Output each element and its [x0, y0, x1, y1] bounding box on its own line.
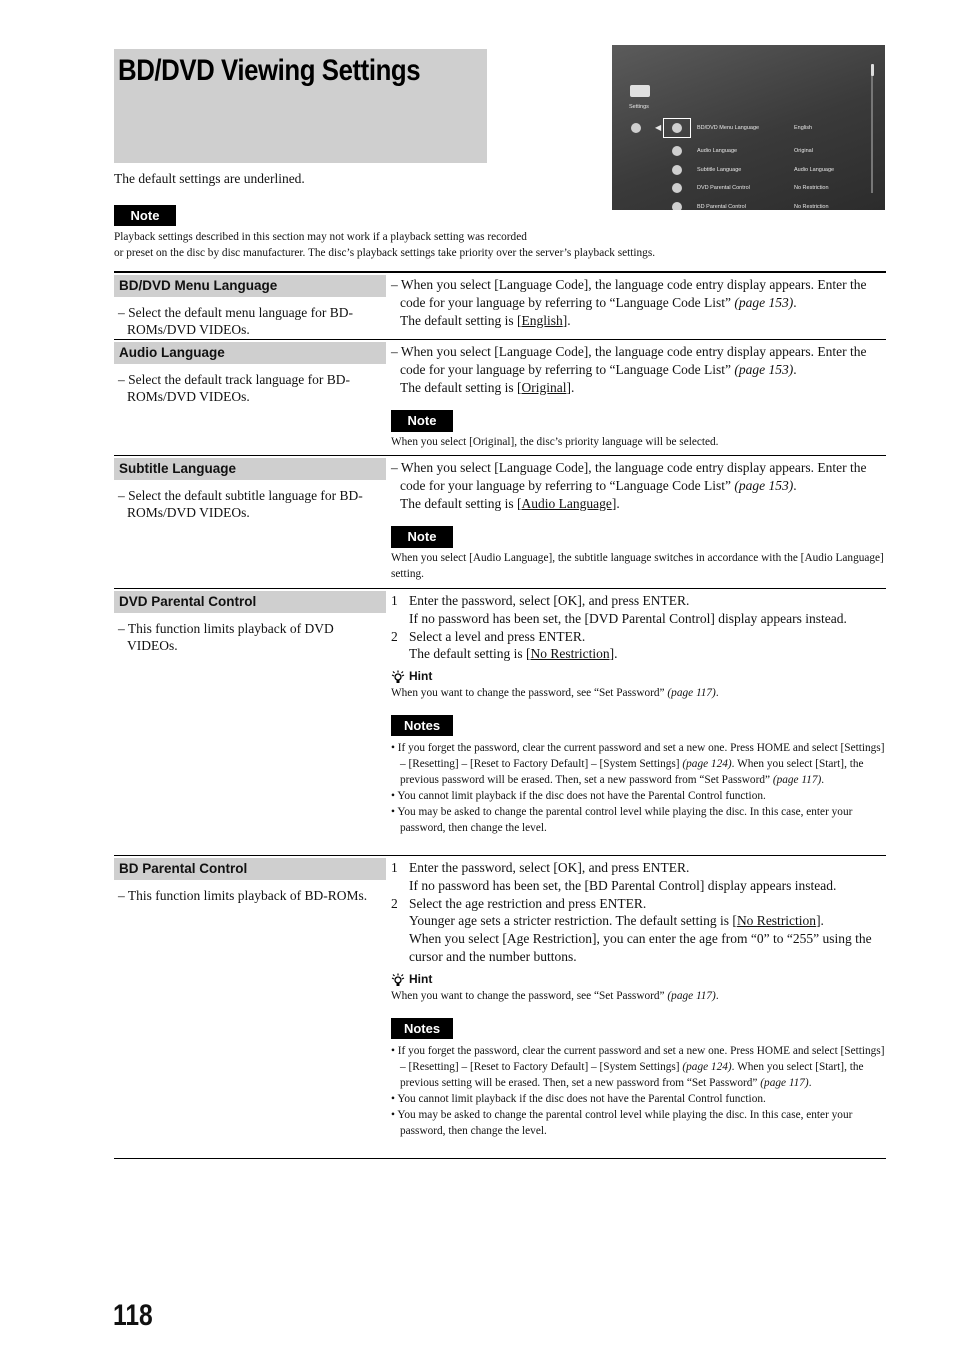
- list-item: • If you forget the password, clear the current password and set a new one. Press HOME and select [Settings] – [Resetting] – [Reset to Factory Default] – [System Settings] (page 124). When you select [Start], the previous setting will be erased. Then, set a new password from “Set Password” (page 117).: [391, 1043, 886, 1091]
- step: 1 Enter the password, select [OK], and press ENTER.: [391, 593, 690, 608]
- setting-title: BD/DVD Menu Language: [114, 275, 386, 297]
- title-block: [114, 49, 487, 163]
- step: 2 Select a level and press ENTER.: [391, 628, 586, 644]
- scrollbar-track: [871, 65, 873, 193]
- defaults-note: The default settings are underlined.: [114, 171, 305, 186]
- setting-row-audio-language: [114, 340, 886, 456]
- screen-row-value: Original: [794, 148, 813, 154]
- setting-detail: – When you select [Language Code], the language code entry display appears. Enter the code for your language by referring to “Language Code List” (page 153).: [391, 277, 867, 310]
- note-label: Note: [391, 526, 453, 547]
- screen-row-value: No Restriction: [794, 204, 829, 210]
- wrench-icon: [672, 146, 682, 156]
- wrench-icon: [672, 183, 682, 193]
- note-text: When you select [Original], the disc’s priority language will be selected.: [391, 435, 719, 448]
- hint-text: When you want to change the password, see “Set Password” (page 117).: [391, 687, 719, 700]
- default-setting: The default setting is [English].: [400, 312, 571, 328]
- notes-label: Notes: [391, 1018, 453, 1039]
- top-note-text: [114, 229, 814, 261]
- left-arrow-icon: ◀: [655, 123, 662, 132]
- setting-title: Subtitle Language: [114, 458, 386, 480]
- screen-row-label: Audio Language: [697, 148, 738, 154]
- setting-description: – This function limits playback of DVD VIDEOs.: [118, 620, 334, 654]
- screen-row-value: Audio Language: [794, 167, 835, 173]
- setting-row-subtitle-language: [114, 456, 886, 589]
- hint-heading: Hint: [391, 669, 886, 685]
- setting-detail: – When you select [Language Code], the language code entry display appears. Enter the code for your language by referring to “Language Code List” (page 153).: [391, 344, 867, 377]
- screen-row-label: BD/DVD Menu Language: [697, 125, 760, 131]
- setting-description: – Select the default track language for BD-ROMs/DVD VIDEOs.: [118, 371, 351, 405]
- list-item: • You may be asked to change the parental control level while playing the disc. In this case, enter your password, then change the level.: [391, 1107, 886, 1139]
- notes-label: Notes: [391, 715, 453, 736]
- list-item: • You may be asked to change the parental control level while playing the disc. In this case, enter your password, then change the level.: [391, 804, 886, 836]
- toolbox-icon: [630, 85, 650, 97]
- screen-heading: Settings: [629, 104, 649, 110]
- screen-row-value: English: [794, 125, 813, 131]
- top-note-line: Playback settings described in this section may not work if a playback setting was recorded: [114, 231, 527, 243]
- notes-list: [391, 740, 886, 836]
- note-label: Note: [391, 410, 453, 431]
- page-title: BD/DVD Viewing Settings: [118, 54, 421, 87]
- setting-description: – Select the default menu language for BD-ROMs/DVD VIDEOs.: [118, 304, 354, 338]
- settings-screenshot: [612, 45, 885, 210]
- page-number: 118: [113, 1299, 153, 1332]
- wrench-icon: [672, 165, 682, 175]
- note-label: Note: [114, 205, 176, 226]
- lightbulb-icon: [391, 973, 405, 987]
- setting-title: DVD Parental Control: [114, 591, 386, 613]
- setting-description: – This function limits playback of BD-ROMs.: [118, 887, 368, 903]
- default-setting: The default setting is [Original].: [400, 379, 575, 395]
- top-note-label-wrap: [114, 205, 176, 226]
- step: 1 Enter the password, select [OK], and press ENTER.: [391, 860, 690, 875]
- settings-table: [114, 271, 886, 1159]
- list-item: • You cannot limit playback if the disc does not have the Parental Control function.: [391, 788, 886, 804]
- setting-row-bd-parental: [114, 856, 886, 1159]
- default-setting: The default setting is [Audio Language].: [400, 495, 620, 511]
- list-item: • You cannot limit playback if the disc does not have the Parental Control function.: [391, 1091, 886, 1107]
- setting-row-dvd-parental: [114, 589, 886, 856]
- lightbulb-icon: [391, 670, 405, 684]
- setting-title: Audio Language: [114, 342, 386, 364]
- top-note-line: or preset on the disc by disc manufacturer. The disc’s playback settings take priority over the server’s playback settings.: [114, 247, 656, 260]
- wrench-icon: [672, 202, 682, 210]
- scrollbar-thumb: [871, 64, 874, 76]
- step-detail: When you select [Age Restriction], you can enter the age from “0” to “255” using the cursor and the number buttons.: [409, 931, 872, 965]
- note-text: When you select [Audio Language], the subtitle language switches in accordance with the [Audio Language] setting.: [391, 551, 884, 580]
- notes-list: [391, 1043, 886, 1139]
- default-setting: Younger age sets a stricter restriction. The default setting is [No Restriction].: [409, 913, 824, 929]
- setting-row-menu-language: [114, 273, 886, 340]
- step-detail: If no password has been set, the [DVD Parental Control] display appears instead.: [409, 610, 847, 626]
- screen-row-label: BD Parental Control: [697, 204, 746, 210]
- screen-row-label: DVD Parental Control: [697, 185, 750, 191]
- setting-detail: – When you select [Language Code], the language code entry display appears. Enter the code for your language by referring to “Language Code List” (page 153).: [391, 460, 867, 493]
- setting-description: – Select the default subtitle language for BD-ROMs/DVD VIDEOs.: [118, 487, 363, 521]
- screen-row-label: Subtitle Language: [697, 167, 742, 173]
- screen-row-value: No Restriction: [794, 185, 829, 191]
- hint-heading: Hint: [391, 972, 886, 988]
- step-detail: If no password has been set, the [BD Parental Control] display appears instead.: [409, 877, 837, 893]
- default-setting: The default setting is [No Restriction].: [409, 646, 618, 662]
- step: 2 Select the age restriction and press ENTER.: [391, 895, 647, 911]
- hint-text: When you want to change the password, see “Set Password” (page 117).: [391, 989, 719, 1002]
- wrench-icon: [672, 123, 682, 133]
- setting-title: BD Parental Control: [114, 858, 386, 880]
- settings-category-icon: [631, 123, 641, 133]
- list-item: • If you forget the password, clear the current password and set a new one. Press HOME and select [Settings] – [Resetting] – [Reset to Factory Default] – [System Settings] (page 124). When you select [Start], the previous password will be erased. Then, set a new password from “Set Password” (page 117).: [391, 740, 886, 788]
